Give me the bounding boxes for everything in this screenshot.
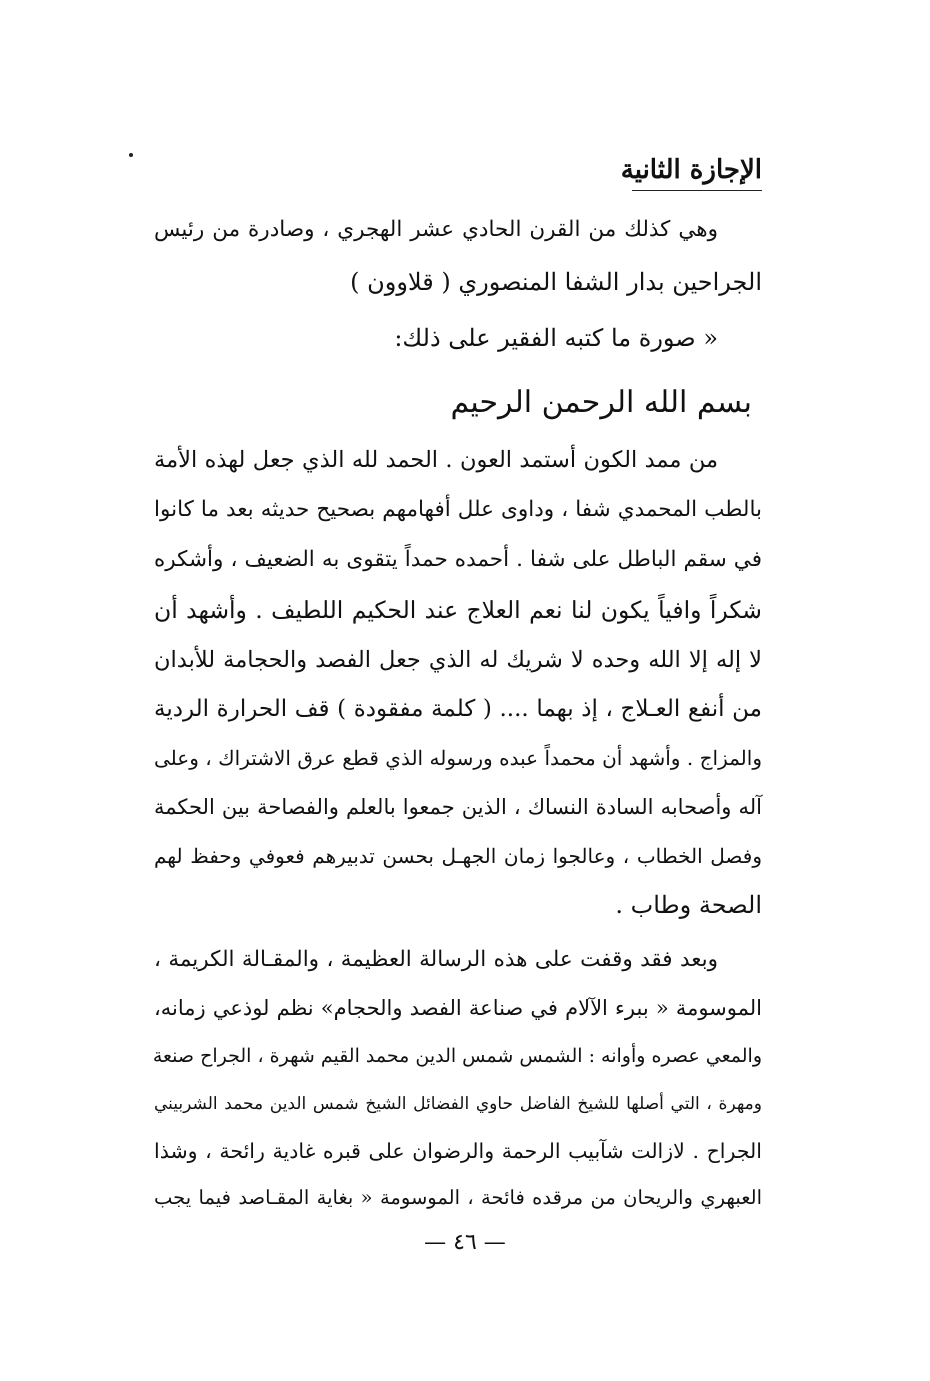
- paragraph-line: وفصل الخطاب ، وعالجوا زمان الجهـل بحسن تدبيرهم فعوفي وحفظ لهم: [154, 844, 762, 868]
- paragraph-line: وبعد فقد وقفت على هذه الرسالة العظيمة ، والمقـالة الكريمة ،: [154, 947, 718, 972]
- intro-line: الجراحين بدار الشفا المنصوري ( قلاوون ): [350, 268, 762, 296]
- paragraph-line: الجراح . لازالت شآبيب الرحمة والرضوان على قبره غادية رائحة ، وشذا: [154, 1139, 762, 1163]
- paragraph-line: الصحة وطاب .: [615, 891, 762, 919]
- page-number: — ٤٦ —: [424, 1230, 506, 1255]
- quote-intro: « صورة ما كتبه الفقير على ذلك:: [394, 324, 718, 352]
- paragraph-line: في سقم الباطل على شفا . أحمده حمداً يتقوى به الضعيف ، وأشكره: [154, 547, 762, 572]
- paragraph-line: ومهرة ، التي أصلها للشيخ الفاضل حاوي الفضائل الشيخ شمس الدين محمد الشربيني: [154, 1094, 762, 1114]
- paragraph-line: من ممد الكون أستمد العون . الحمد لله الذي جعل لهذه الأمة: [154, 447, 718, 473]
- paragraph-line: والمعي عصره وأوانه : الشمس شمس الدين محمد القيم شهرة ، الجراح صنعة: [152, 1045, 762, 1067]
- intro-line: وهي كذلك من القرن الحادي عشر الهجري ، وصادرة من رئيس: [154, 217, 718, 242]
- paragraph-line: العبهري والريحان من مرقده فائحة ، الموسومة « بغاية المقـاصد فيما يجب: [154, 1186, 762, 1209]
- section-heading: الإجازة الثانية: [620, 155, 762, 185]
- ink-dot: [129, 153, 133, 157]
- paragraph-line: بالطب المحمدي شفا ، وداوى علل أفهامهم بصحيح حديثه بعد ما كانوا: [154, 497, 762, 522]
- paragraph-line: آله وأصحابه السادة النساك ، الذين جمعوا بالعلم والفصاحة بين الحكمة: [154, 795, 762, 819]
- paragraph-line: والمزاج . وأشهد أن محمداً عبده ورسوله الذي قطع عرق الاشتراك ، وعلى: [154, 746, 762, 770]
- paragraph-line: الموسومة « ببرء الآلام في صناعة الفصد والحجام» نظم لوذعي زمانه،: [154, 996, 762, 1020]
- basmala: بسم الله الرحمن الرحيم: [450, 385, 752, 420]
- paragraph-line: من أنفع العـلاج ، إذ بهما .... ( كلمة مفقودة ) قف الحرارة الردية: [154, 696, 762, 722]
- heading-underline: [632, 190, 762, 191]
- paragraph-line: شكراً وافياً يكون لنا نعم العلاج عند الحكيم اللطيف . وأشهد أن: [154, 596, 762, 624]
- paragraph-line: لا إله إلا الله وحده لا شريك له الذي جعل الفصد والحجامة للأبدان: [154, 647, 762, 673]
